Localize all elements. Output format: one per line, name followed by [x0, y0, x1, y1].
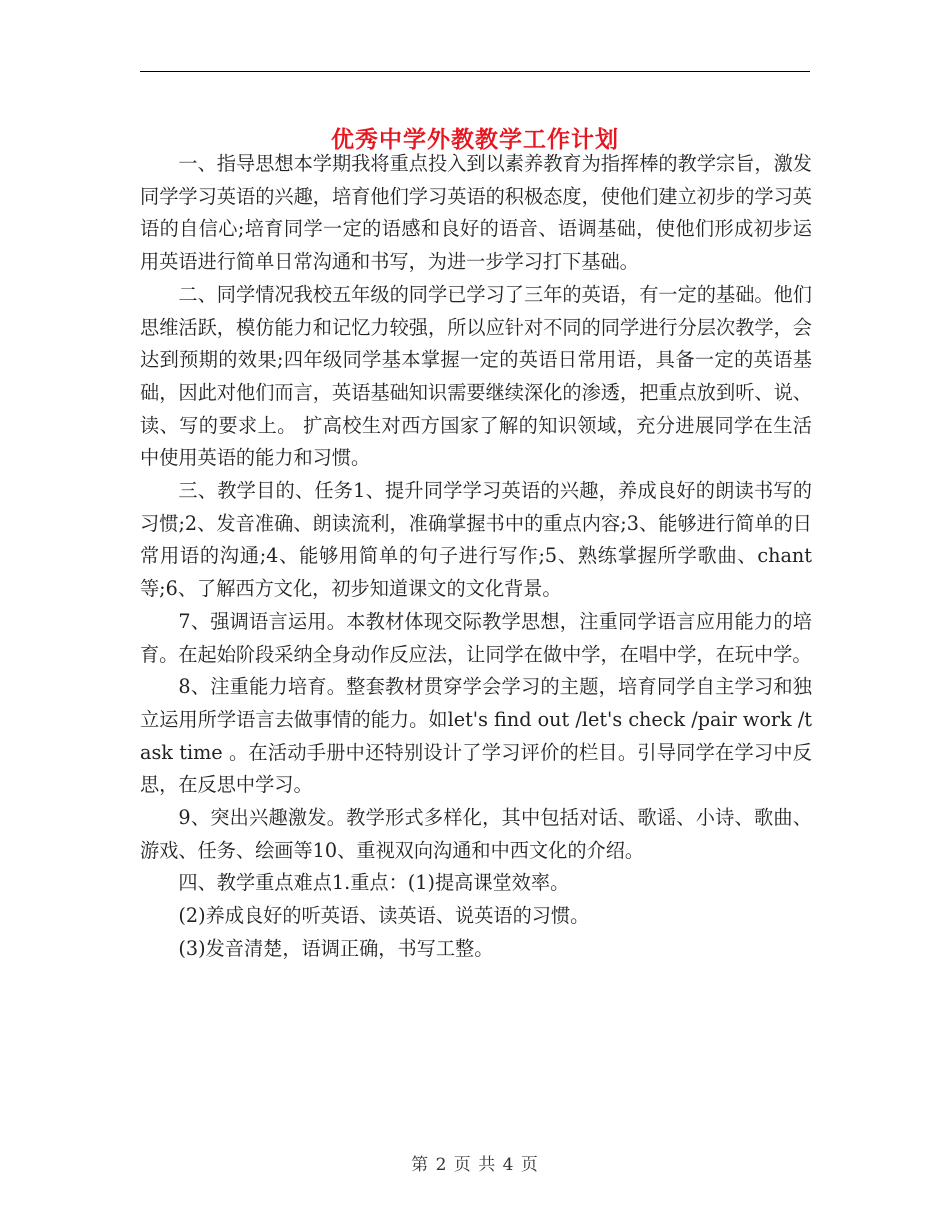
- document-title: 优秀中学外教教学工作计划: [331, 126, 619, 154]
- paragraph-student-situation: 二、同学情况我校五年级的同学已学习了三年的英语，有一定的基础。他们思维活跃，模仿能力和记忆力较强，所以应针对不同的同学进行分层次教学，会达到预期的效果;四年级同学基本掌握一定的英语日常用语，具备一定的英语基础，因此对他们而言，英语基础知识需要继续深化的渗透，把重点放到听、说、读、写的要求上。 扩高校生对西方国家了解的知识领域，充分进展同学在生活中使用英语的能力和习惯。: [140, 282, 812, 470]
- paragraph-key-point-3: (3)发音清楚，语调正确，书写工整。: [178, 936, 494, 960]
- paragraph-guiding-ideology: 一、指导思想本学期我将重点投入到以素养教育为指挥棒的教学宗旨，激发同学学习英语的兴趣，培育他们学习英语的积极态度，使他们建立初步的学习英语的自信心;培育同学一定的语感和良好的语音、语调基础，使他们形成初步运用英语进行简单日常沟通和书写，为进一步学习打下基础。: [140, 152, 812, 274]
- paragraph-teaching-objectives: 三、教学目的、任务1、提升同学学习英语的兴趣，养成良好的朗读书写的习惯;2、发音准确、朗读流利，准确掌握书中的重点内容;3、能够进行简单的日常用语的沟通;4、能够用简单的句子进行写作;5、熟练掌握所学歌曲、chant等;6、了解西方文化，初步知道课文的文化背景。: [140, 479, 812, 601]
- paragraph-interest-stimulation: 9、突出兴趣激发。教学形式多样化，其中包括对话、歌谣、小诗、歌曲、游戏、任务、绘画等10、重视双向沟通和中西文化的介绍。: [140, 806, 812, 862]
- header-rule: [140, 71, 810, 72]
- paragraph-ability-training: 8、注重能力培育。整套教材贯穿学会学习的主题，培育同学自主学习和独立运用所学语言去做事情的能力。如let's find out /let's check /pair work /task time 。在活动手册中还特别设计了学习评价的栏目。引导同学在学习中反思，在反思中学习。: [140, 675, 812, 797]
- page-number-footer: 第 2 页 共 4 页: [411, 1155, 539, 1175]
- document-body: [140, 148, 812, 966]
- paragraph-key-point-2: (2)养成良好的听英语、读英语、说英语的习惯。: [178, 904, 590, 928]
- paragraph-key-points: 四、教学重点难点1.重点：(1)提高课堂效率。: [178, 871, 570, 895]
- paragraph-language-use: 7、强调语言运用。本教材体现交际教学思想，注重同学语言应用能力的培育。在起始阶段采纳全身动作反应法，让同学在做中学，在唱中学，在玩中学。: [140, 609, 812, 666]
